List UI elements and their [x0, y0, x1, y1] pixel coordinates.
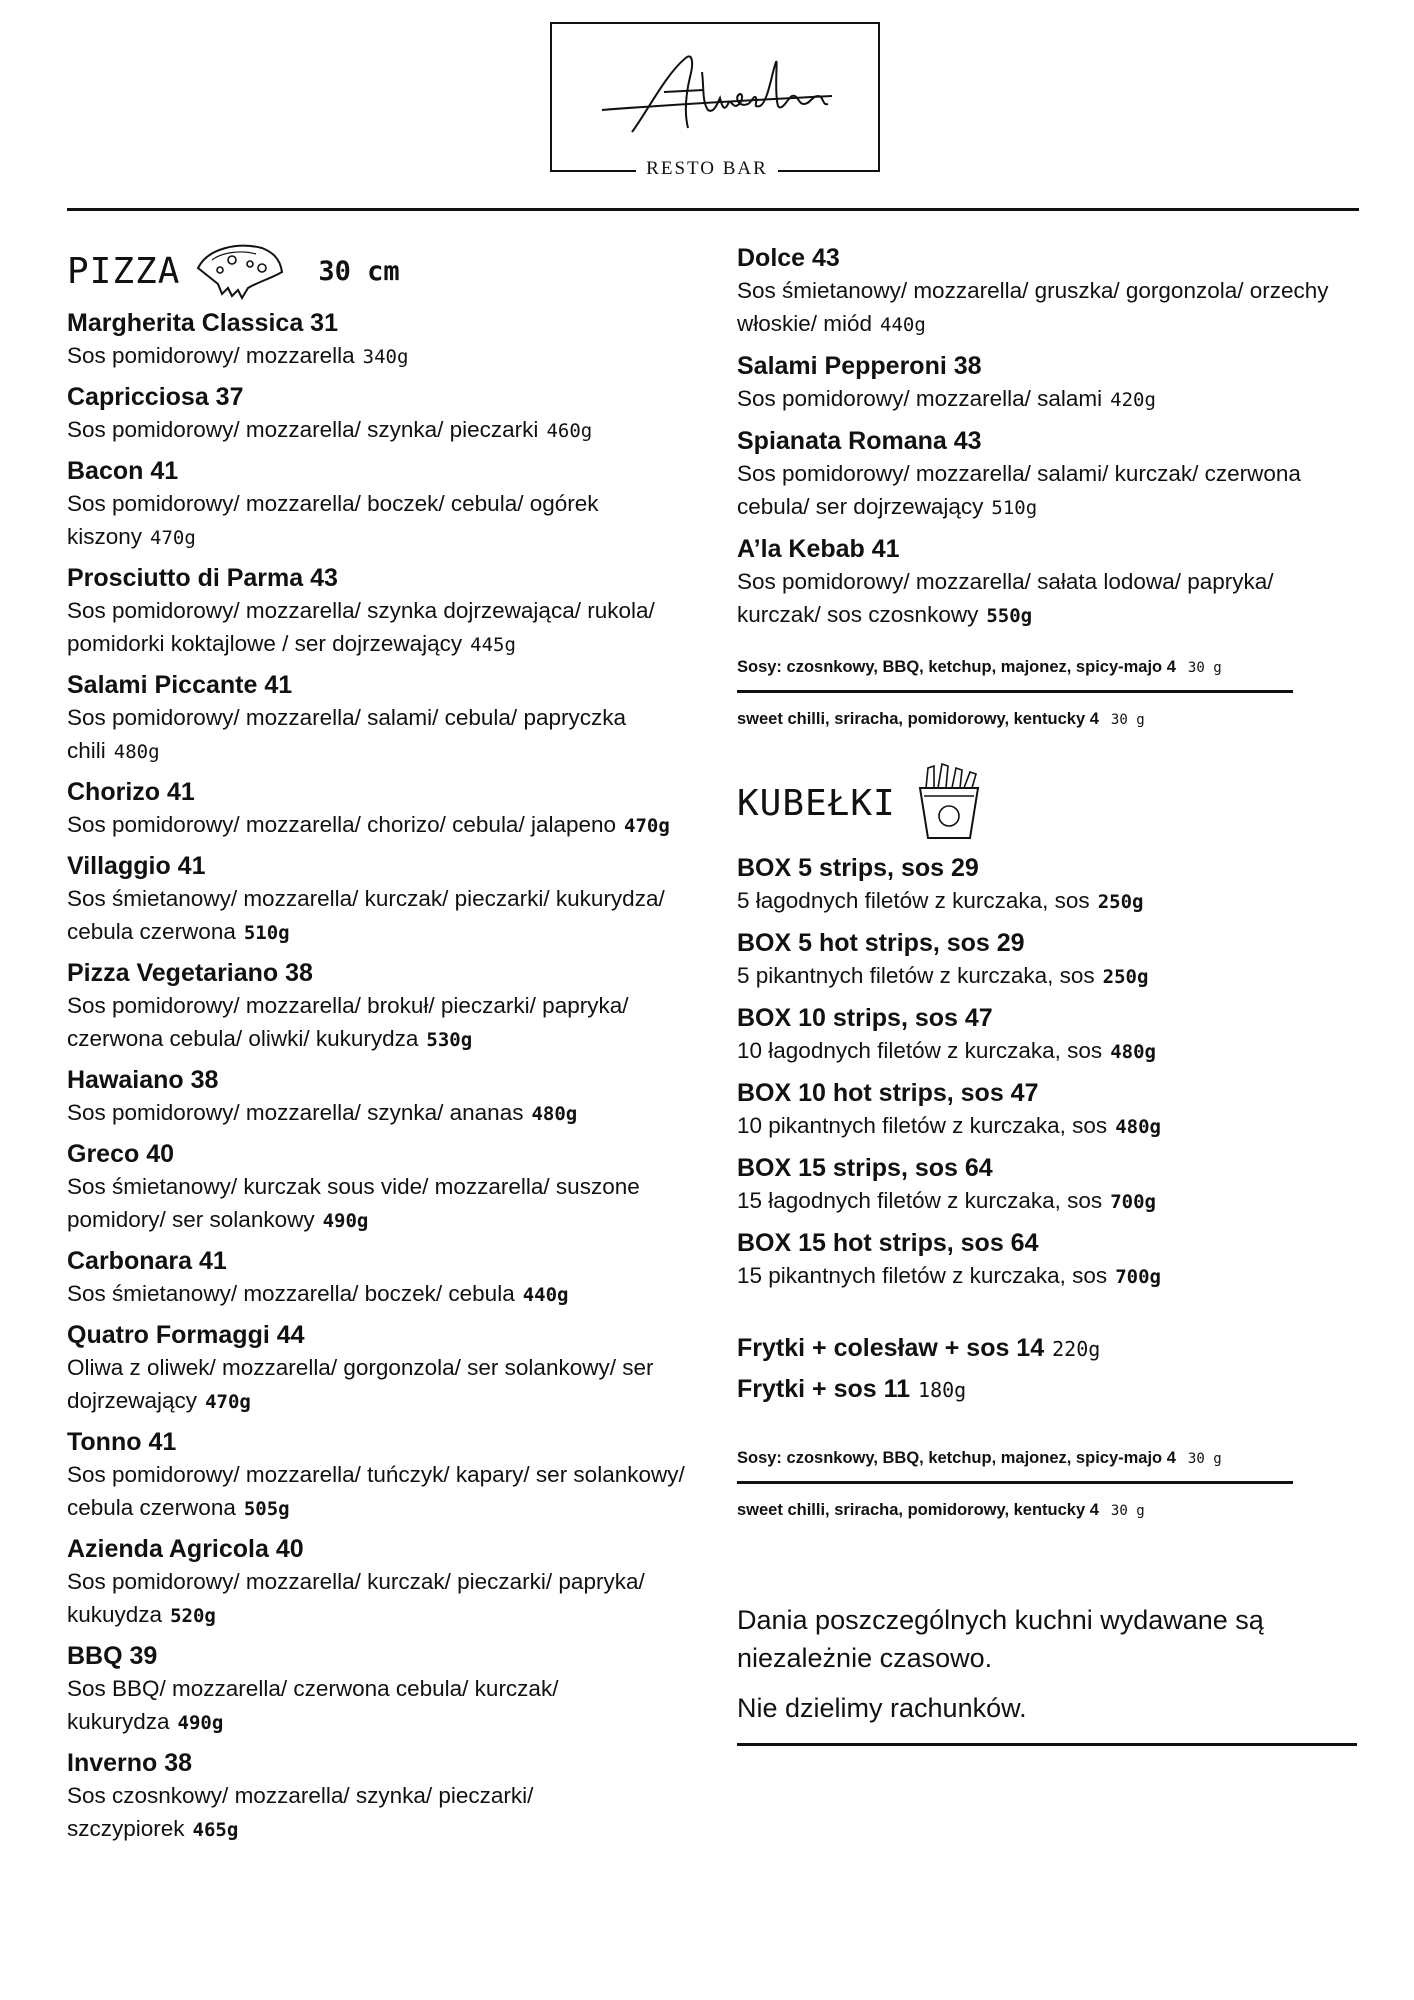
menu-item	[737, 1002, 1357, 1069]
menu-item-description: Sos pomidorowy/ mozzarella/ szynka dojrzewająca/ rukola/ pomidorki koktajlowe / ser dojrzewający 445g	[67, 598, 655, 656]
header-divider	[67, 208, 1359, 211]
menu-item-weight: 480g	[531, 1103, 578, 1125]
menu-item-description: Sos pomidorowy/ mozzarella/ szynka/ ananas 480g	[67, 1100, 578, 1125]
menu-item-description: Sos pomidorowy/ mozzarella/ salami 420g	[737, 386, 1156, 411]
menu-item-weight: 470g	[150, 527, 196, 549]
menu-item	[737, 350, 1357, 417]
sauces-block-1	[737, 655, 1357, 732]
sauces-block-2	[737, 1446, 1357, 1523]
extra-item-weight: 220g	[1052, 1337, 1101, 1361]
sauces-divider	[737, 1481, 1293, 1484]
menu-item-description: 10 łagodnych filetów z kurczaka, sos 480g	[737, 1038, 1156, 1063]
menu-item	[67, 1533, 707, 1633]
menu-item	[67, 1245, 707, 1312]
sauces-row: Sosy: czosnkowy, BBQ, ketchup, majonez, spicy-majo 4 30 g	[737, 1449, 1222, 1467]
menu-item-name: BOX 5 strips, sos 29	[737, 854, 979, 882]
menu-item	[67, 381, 707, 448]
menu-item-weight: 490g	[177, 1712, 224, 1734]
menu-item-description: 5 łagodnych filetów z kurczaka, sos 250g	[737, 888, 1144, 913]
menu-item	[737, 852, 1357, 919]
menu-item-weight: 510g	[243, 922, 290, 944]
menu-item-name: Pizza Vegetariano 38	[67, 959, 313, 987]
menu-item-description: 15 łagodnych filetów z kurczaka, sos 700g	[737, 1188, 1156, 1213]
menu-item	[67, 1138, 707, 1238]
menu-item-name: Carbonara 41	[67, 1247, 227, 1275]
menu-item	[67, 776, 707, 843]
menu-item-weight: 480g	[1110, 1041, 1156, 1063]
menu-item-description: 5 pikantnych filetów z kurczaka, sos 250g	[737, 963, 1149, 988]
menu-item-description: Sos pomidorowy/ mozzarella/ kurczak/ pieczarki/ papryka/ kukuydza 520g	[67, 1569, 645, 1627]
menu-item-description: Sos pomidorowy/ mozzarella/ brokuł/ pieczarki/ papryka/ czerwona cebula/ oliwki/ kukurydza 530g	[67, 993, 629, 1051]
menu-item-name: Salami Pepperoni 38	[737, 352, 982, 380]
menu-item	[737, 927, 1357, 994]
menu-item-name: A’la Kebab 41	[737, 535, 900, 563]
menu-item-weight: 490g	[322, 1210, 369, 1232]
menu-item-name: Hawaiano 38	[67, 1066, 219, 1094]
pizza-title: PIZZA	[67, 250, 181, 292]
menu-item-name: BOX 10 strips, sos 47	[737, 1004, 993, 1032]
pizza-list	[67, 307, 707, 1847]
menu-item-description: Sos pomidorowy/ mozzarella/ salami/ cebula/ papryczka chili 480g	[67, 705, 626, 763]
menu-item-weight: 480g	[113, 741, 160, 763]
menu-item-weight: 700g	[1115, 1266, 1161, 1288]
pizza-slice-icon	[192, 238, 288, 305]
menu-item-name: Quatro Formaggi 44	[67, 1321, 305, 1349]
menu-item-weight: 440g	[522, 1284, 569, 1306]
menu-item-weight: 420g	[1110, 389, 1156, 411]
menu-item	[67, 1426, 707, 1526]
menu-item	[67, 455, 707, 555]
menu-item-description: Sos pomidorowy/ mozzarella/ sałata lodowa/ papryka/ kurczak/ sos czosnkowy 550g	[737, 569, 1274, 627]
menu-item-weight: 465g	[192, 1819, 239, 1841]
kubelki-list	[737, 852, 1357, 1294]
menu-item-description: Oliwa z oliwek/ mozzarella/ gorgonzola/ ser solankowy/ ser dojrzewający 470g	[67, 1355, 654, 1413]
logo-script	[592, 32, 842, 142]
sauces-row: sweet chilli, sriracha, pomidorowy, kentucky 4 30 g	[737, 1501, 1145, 1519]
kubelki-title: KUBEŁKI	[737, 782, 896, 824]
menu-item-name: Tonno 41	[67, 1428, 177, 1456]
menu-item-description: Sos pomidorowy/ mozzarella/ salami/ kurczak/ czerwona cebula/ ser dojrzewający 510g	[737, 461, 1301, 519]
menu-item-description: 15 pikantnych filetów z kurczaka, sos 700g	[737, 1263, 1161, 1288]
menu-item-weight: 520g	[170, 1605, 216, 1627]
menu-item-weight: 460g	[546, 420, 593, 442]
menu-item-name: BBQ 39	[67, 1642, 158, 1670]
menu-item	[67, 850, 707, 950]
notes	[737, 1601, 1357, 1746]
kubelki-header	[737, 762, 1357, 844]
menu-item-weight: 250g	[1097, 891, 1144, 913]
menu-item-name: BOX 5 hot strips, sos 29	[737, 929, 1025, 957]
menu-item	[737, 1152, 1357, 1219]
menu-item	[67, 562, 707, 662]
pizza-continued-list	[737, 242, 1357, 633]
menu-item-description: Sos pomidorowy/ mozzarella/ boczek/ cebula/ ogórek kiszony 470g	[67, 491, 599, 549]
extra-item: Frytki + sos 11 180g	[737, 1375, 967, 1403]
menu-item-description: Sos pomidorowy/ mozzarella/ tuńczyk/ kapary/ ser solankowy/ cebula czerwona 505g	[67, 1462, 685, 1520]
menu-item	[67, 957, 707, 1057]
logo	[550, 22, 880, 172]
notes-divider	[737, 1743, 1357, 1746]
menu-item-weight: 700g	[1110, 1191, 1156, 1213]
menu-item-description: Sos pomidorowy/ mozzarella/ chorizo/ cebula/ jalapeno 470g	[67, 812, 670, 837]
menu-item-description: Sos BBQ/ mozzarella/ czerwona cebula/ kurczak/ kukurydza 490g	[67, 1676, 559, 1734]
menu-item-name: Dolce 43	[737, 244, 840, 272]
menu-item-name: Capricciosa 37	[67, 383, 244, 411]
menu-item	[67, 307, 707, 374]
menu-item-weight: 480g	[1115, 1116, 1161, 1138]
menu-item-name: BOX 15 hot strips, sos 64	[737, 1229, 1039, 1257]
menu-item-name: Prosciutto di Parma 43	[67, 564, 338, 592]
menu-item-weight: 440g	[880, 314, 926, 336]
sauces-row: sweet chilli, sriracha, pomidorowy, kentucky 4 30 g	[737, 710, 1145, 728]
note-timing: Dania poszczególnych kuchni wydawane są niezależnie czasowo.	[737, 1605, 1264, 1673]
extras-list	[737, 1328, 1357, 1410]
bucket-icon	[914, 760, 984, 847]
menu-item	[737, 242, 1357, 342]
pizza-continued-section	[737, 242, 1357, 1746]
menu-item-weight: 470g	[624, 815, 670, 837]
menu-item-name: BOX 15 strips, sos 64	[737, 1154, 993, 1182]
menu-item-weight: 530g	[426, 1029, 473, 1051]
sauces-row: Sosy: czosnkowy, BBQ, ketchup, majonez, spicy-majo 4 30 g	[737, 658, 1222, 676]
menu-item	[737, 1227, 1357, 1294]
pizza-header	[67, 242, 707, 300]
menu-item-name: Villaggio 41	[67, 852, 206, 880]
menu-item-description: Sos śmietanowy/ kurczak sous vide/ mozzarella/ suszone pomidory/ ser solankowy 490g	[67, 1174, 640, 1232]
menu-item-weight: 445g	[470, 634, 516, 656]
menu-item-weight: 470g	[205, 1391, 251, 1413]
menu-item-description: Sos czosnkowy/ mozzarella/ szynka/ pieczarki/ szczypiorek 465g	[67, 1783, 534, 1841]
menu-item	[67, 669, 707, 769]
menu-item-name: Bacon 41	[67, 457, 179, 485]
menu-item-name: Inverno 38	[67, 1749, 193, 1777]
extra-item-weight: 180g	[918, 1378, 967, 1402]
menu-item-weight: 505g	[243, 1498, 290, 1520]
note-bill: Nie dzielimy rachunków.	[737, 1693, 1027, 1723]
menu-item-name: Spianata Romana 43	[737, 427, 982, 455]
menu-item-description: 10 pikantnych filetów z kurczaka, sos 480g	[737, 1113, 1161, 1138]
menu-item-description: Sos pomidorowy/ mozzarella/ szynka/ pieczarki 460g	[67, 417, 593, 442]
menu-item-description: Sos śmietanowy/ mozzarella/ kurczak/ pieczarki/ kukurydza/ cebula czerwona 510g	[67, 886, 665, 944]
menu-item-name: BOX 10 hot strips, sos 47	[737, 1079, 1039, 1107]
menu-item	[737, 425, 1357, 525]
logo-subtitle: RESTO BAR	[0, 158, 1414, 180]
menu-item-name: Chorizo 41	[67, 778, 195, 806]
pizza-size: 30 cm	[318, 255, 400, 287]
menu-item-name: Azienda Agricola 40	[67, 1535, 304, 1563]
menu-item	[737, 1077, 1357, 1144]
menu-item	[67, 1640, 707, 1740]
menu-item-weight: 340g	[362, 346, 409, 368]
menu-item-description: Sos śmietanowy/ mozzarella/ gruszka/ gorgonzola/ orzechy włoskie/ miód 440g	[737, 278, 1329, 336]
menu-item-weight: 550g	[986, 605, 1033, 627]
menu-item-description: Sos śmietanowy/ mozzarella/ boczek/ cebula 440g	[67, 1281, 569, 1306]
menu-item	[67, 1747, 707, 1847]
menu-item-weight: 510g	[991, 497, 1038, 519]
menu-item-description: Sos pomidorowy/ mozzarella 340g	[67, 343, 409, 368]
menu-item-name: Margherita Classica 31	[67, 309, 338, 337]
menu-item	[67, 1319, 707, 1419]
sauces-divider	[737, 690, 1293, 693]
extra-item: Frytki + colesław + sos 14 220g	[737, 1334, 1101, 1362]
pizza-section	[67, 242, 707, 1847]
menu-item-name: Salami Piccante 41	[67, 671, 293, 699]
menu-item	[737, 533, 1357, 633]
menu-item-name: Greco 40	[67, 1140, 175, 1168]
menu-item-weight: 250g	[1102, 966, 1149, 988]
menu-item	[67, 1064, 707, 1131]
